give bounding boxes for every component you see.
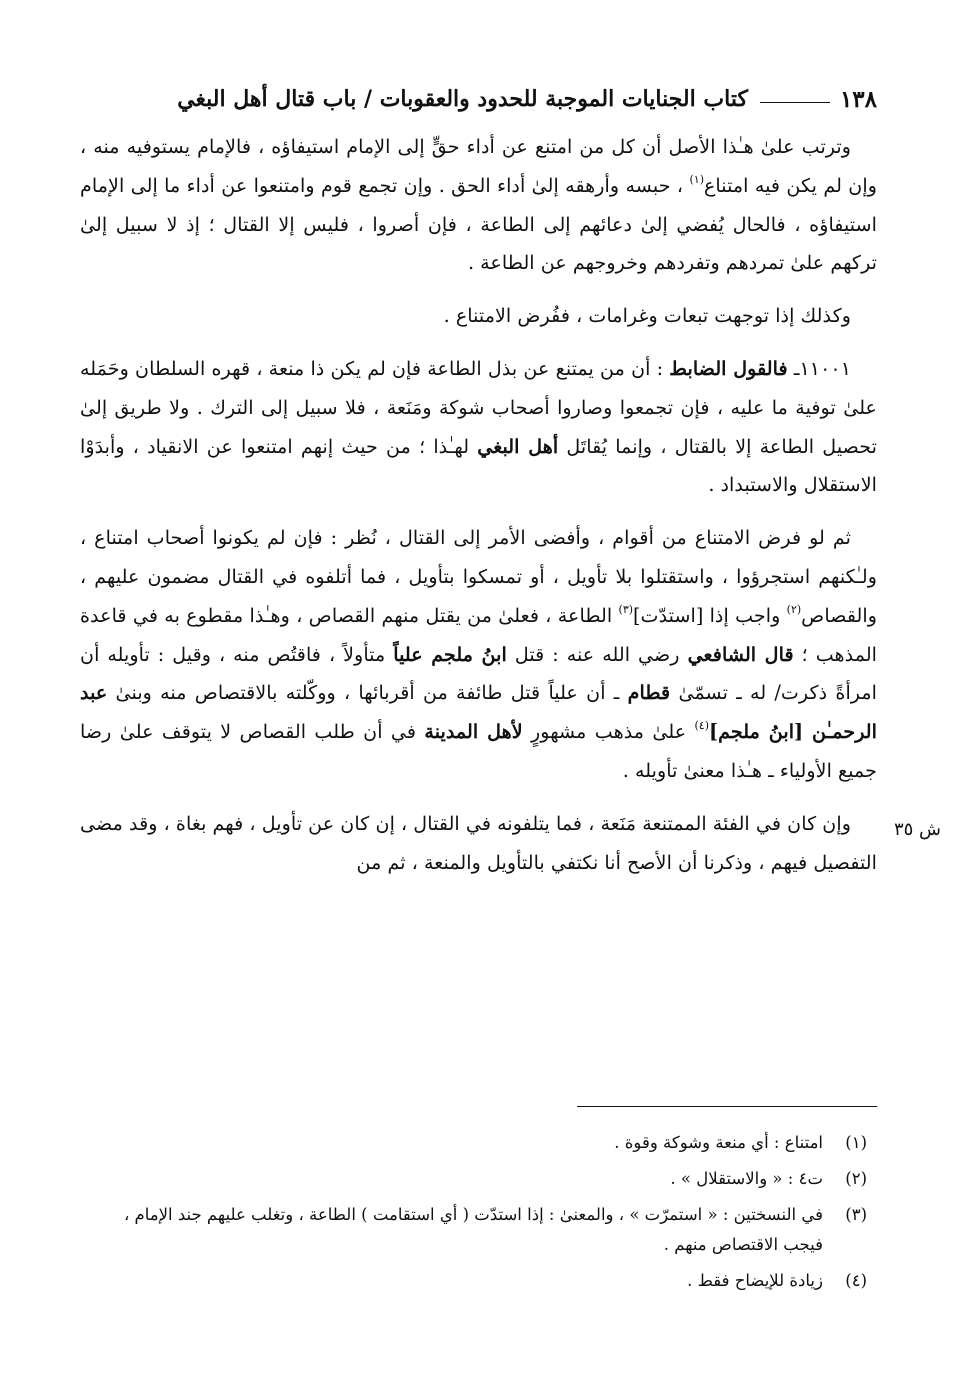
footnote-number: (١)	[845, 1133, 867, 1152]
paragraph-2	[80, 297, 877, 336]
footnote-text: ت٤ : « والاستقلال » .	[670, 1169, 823, 1188]
name-abd-al-rahman: عبد الرحمـٰن [ابنُ ملجم]	[80, 681, 877, 744]
name-ahl-al-madina: لأهل المدينة	[424, 720, 523, 744]
paragraph-1-text: وترتب علىٰ هـٰذا الأصل أن كل من امتنع عن أداء حقٍّ إلى الإمام استيفاؤه ، فالإمام يستوفيه منه ، وإن لم يكن فيه امتناع	[80, 135, 877, 197]
paragraph-5-text: وإن كان في الفئة الممتنعة مَنَعة ، فما يتلفونه في القتال ، إن كان عن تأويل ، فهم بغاة ، وقد مضى التفصيل فيهم ، وذكرنا أن الأصح أنا نكتفي بالتأويل والمنعة ، ثم من	[80, 811, 877, 874]
footnote-rule	[577, 1106, 877, 1107]
paragraph-4-a: ثم لو فرض الامتناع من أقوام ، وأفضى الأمر إلى القتال ، نُظر : فإن لم يكونوا أصحاب امتناع ، ولـٰكنهم استجرؤوا ، واستقتلوا بلا تأويل ، أو تمسكوا بتأويل ، فما أتلفوه في القتال مضمون عليهم ، والقصاص	[80, 526, 878, 627]
paragraph-4-d: رضي الله عنه : قتل	[506, 642, 688, 666]
footnote	[80, 1266, 867, 1296]
footnote	[80, 1164, 867, 1194]
margin-manuscript-note: ش ٣٥	[893, 819, 941, 840]
footnotes	[80, 1128, 867, 1302]
name-qatam: قطام	[627, 681, 671, 705]
paragraph-4-h: في أن طلب القصاص لا يتوقف علىٰ رضا جميع الأولياء ـ هـٰذا معنىٰ تأويله .	[80, 720, 877, 782]
paragraph-3-tail: لهـٰذا ؛ من حيث إنهم امتنعوا عن الانقياد ، وأبدَوْا الاستقلال والاستبداد .	[80, 434, 877, 497]
paragraph-3-text: : أن من يمتنع عن بذل الطاعة فإن لم يكن ذا منعة ، قهره السلطان وحَمَله علىٰ توفية ما عليه ، فإن تجمعوا وصاروا أصحاب شوكة ومَنَعة ، فلا سبيل إلى الترك . ولا طريق إلىٰ تحصيل الطاعة إلا بالقتال ، وإنما يُقاتَل	[80, 356, 877, 458]
paragraph-4	[80, 519, 877, 791]
paragraph-1-tail: ، حبسه وأرهقه إلىٰ أداء الحق . وإن تجمع قوم وامتنعوا عن أداء ما إلى الإمام استيفاؤه ، فالحال يُفضي إلىٰ دعائهم إلى الطاعة ، فإن أصروا ، فليس إلا القتال ؛ إذ لا سبيل إلىٰ تركهم علىٰ تمردهم وتفردهم وخروجهم عن الطاعة .	[80, 173, 877, 275]
running-title: كتاب الجنايات الموجبة للحدود والعقوبات / باب قتال أهل البغي	[177, 86, 748, 112]
footnote-text: في النسختين : « استمرّت » ، والمعنىٰ : إذا استدّت ( أي استقامت ) الطاعة ، وتغلب عليهم جند الإمام ، فيجب الاقتصاص منهم .	[123, 1205, 823, 1254]
footnote-number: (٤)	[845, 1271, 867, 1290]
paragraph-1	[80, 128, 877, 283]
footnote-text: زيادة للإيضاح فقط .	[687, 1271, 823, 1290]
header-rule	[760, 102, 830, 103]
footnote	[80, 1128, 867, 1158]
page-header	[82, 82, 877, 116]
paragraph-3	[80, 350, 877, 505]
name-ibn-muljam: ابنُ ملجم علياً	[393, 642, 507, 666]
footnote	[80, 1200, 867, 1260]
footnote-ref-2[interactable]: (٢)	[786, 602, 802, 616]
footnote-number: (٣)	[845, 1205, 867, 1224]
paragraph-4-e: متأولاً ، فاقتُص منه ، وقيل : تأويله أن امرأةً ذكرت/ له ـ تسمّىٰ	[80, 642, 877, 705]
paragraph-4-c: الطاعة ، فعلىٰ من يقتل منهم القصاص ، وهـٰذا مقطوع به في قاعدة المذهب ؛	[80, 603, 877, 666]
paragraph-5	[80, 805, 877, 883]
paragraph-4-b: واجب إذا [استدّت]	[633, 603, 787, 627]
paragraph-4-g: علىٰ مذهب مشهورٍ	[522, 720, 695, 744]
section-number: ١١٠٠١ـ	[787, 356, 851, 380]
paragraph-2-text: وكذلك إذا توجهت تبعات وغرامات ، ففُرض الامتناع .	[443, 304, 851, 328]
footnote-text: امتناع : أي منعة وشوكة وقوة .	[614, 1133, 823, 1152]
footnote-ref-3[interactable]: (٣)	[618, 602, 634, 616]
name-shafii: قال الشافعي	[687, 642, 794, 666]
paragraph-4-f: ـ أن علياً قتل طائفة من أقربائها ، ووكّلته بالاقتصاص منه وبنىٰ	[107, 681, 628, 705]
footnote-ref-1[interactable]: (١)	[689, 172, 704, 186]
section-heading: فالقول الضابط	[669, 356, 788, 380]
footnote-number: (٢)	[845, 1169, 867, 1188]
main-text	[80, 128, 877, 896]
footnote-ref-4[interactable]: (٤)	[694, 719, 710, 733]
page-number: ١٣٨	[839, 85, 877, 113]
term-ahl-al-baghy: أهل البغي	[477, 434, 559, 458]
